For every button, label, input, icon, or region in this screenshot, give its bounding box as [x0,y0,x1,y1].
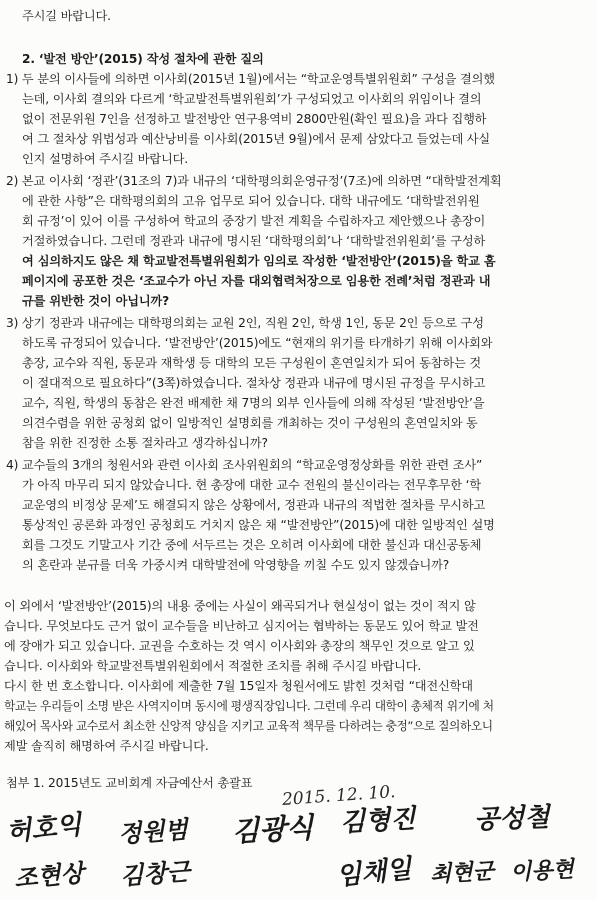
question-4-line: 의 혼란과 분규를 더욱 가중시켜 대학발전에 악영향을 끼칠 수도 있지 않겠습니까? [22,558,450,572]
paragraph-line: 습니다. 이사회와 학교발전특별위원회에서 적절한 조치를 취해 주시길 바랍니다. [4,659,422,673]
question-2-line: 회 규정’이 있어 이를 구성하여 학교의 중장기 발전 계획을 수립하자고 제안했으나 총장이 [22,214,486,228]
question-2-line: 여 심의하지도 않은 채 학교발전특별위원회가 임의로 작성한 ‘발전방안’(2015)을 학교 홈 [22,254,496,268]
paragraph-line: 학교는 우리들이 소명 받은 사역지이며 동시에 평생직장입니다. 그런데 우리 대학이 총체적 위기에 처 [4,699,494,713]
signature: 임채일 [334,854,413,892]
signature: 공성철 [473,802,550,836]
question-1-line: 여 그 절차상 위법성과 예산낭비를 이사회(2015년 9월)에서 문제 삼았다고 들었는데 사실 [22,132,491,146]
question-4-line: 교운영의 비정상 문제’도 해결되지 않은 상황에서, 정관과 내규의 적법한 절차를 무시하고 [22,498,486,512]
section-title: 2. ‘발전 방안’(2015) 작성 절차에 관한 질의 [22,52,264,66]
question-4-line: 4) 교수들의 3개의 청원서와 관련 이사회 조사위원회의 “학교운영정상화를 위한 관련 조사” [6,458,483,472]
question-4-line: 가 아직 마무리 되지 않았습니다. 현 총장에 대한 교수 전원의 불신이라는 전무후무한 ‘학 [22,478,481,492]
signature: 조현상 [13,858,85,893]
paragraph-line: 제발 솔직히 해명하여 주시길 바랍니다. [4,739,209,753]
signature: 김광식 [231,810,315,849]
question-4-line: 회를 그것도 기말고사 기간 중에 서두르는 것은 오히려 이사회에 대한 불신과 대신공동체 [22,538,482,552]
question-2-line: 거절하였습니다. 그런데 정관과 내규에 명시된 ‘대학평의회’나 ‘대학발전위원회’를 구성하 [22,234,486,248]
question-3-line: 의견수렴을 위한 공청회 없이 일방적인 설명회를 개최하는 것이 구성원의 혼연일치와 동 [22,416,478,430]
question-2-line: 페이지에 공포한 것은 ‘조교수가 아닌 자를 대외협력처장으로 임용한 전례’처럼 정관과 내 [22,274,491,288]
question-1-line: 는데, 이사회 결의와 다르게 ‘학교발전특별위원회’가 구성되었고 이사회의 위임이나 결의 [22,92,482,106]
continued-text: 주시길 바랍니다. [22,9,111,23]
question-3-line: 3) 상기 정관과 내규에는 대학평의회는 교원 2인, 직원 2인, 학생 1인, 동문 2인 등으로 구성 [6,316,484,330]
question-2-line: 에 관한 사항”은 대학평의회의 고유 업무로 되어 있습니다. 대학 내규에도 ‘대학발전위원 [22,194,480,208]
paragraph-line: 에 장애가 되고 있습니다. 교권을 수호하는 것 역시 이사회와 총장의 책무인 것으로 알고 있 [4,639,475,653]
question-1-line: 없이 전문위원 7인을 선정하고 발전방안 연구용역비 2800만원(확인 필요)을 과다 집행하 [22,112,487,126]
signature: 김창근 [119,856,191,891]
signature: 허호익 [4,810,83,848]
signature: 이용현 [509,856,575,886]
question-3-line: 하도록 규정되어 있습니다. ‘발전방안’(2015)에도 “현재의 위기를 타개하기 위해 이사회와 [22,336,493,350]
paragraph-line: 다시 한 번 호소합니다. 이사회에 제출한 7월 15일자 청원서에도 밝힌 것처럼 “대전신학대 [4,679,473,693]
question-2-line: 규를 위반한 것이 아닙니까? [22,294,170,308]
question-3-line: 교수, 직원, 학생의 동참은 완전 배제한 채 7명의 외부 인사들에 의해 작성된 ‘발전방안’을 [22,396,485,410]
question-3-line: 이 절대적으로 필요하다”(3쪽)하였습니다. 절차상 정관과 내규에 명시된 규정을 무시하고 [22,376,486,390]
paragraph-line: 해있어 목사와 교수로서 최소한 신앙적 양심을 지키고 교육적 책무를 다하려는 충정”으로 질의하오니 [4,719,493,733]
paragraph-line: 습니다. 무엇보다도 근거 없이 교수들을 비난하고 심지어는 협박하는 동문도 있어 학교 발전 [4,619,479,633]
signature: 정원범 [117,814,189,849]
attachment-note: 첨부 1. 2015년도 교비회계 자금예산서 총괄표 [6,776,253,790]
paragraph-line: 이 외에서 ‘발전방안’(2015)의 내용 중에는 사실이 왜곡되거나 현실성이 없는 것이 적지 않 [4,599,476,613]
question-3-line: 총장, 교수와 직원, 동문과 재학생 등 대학의 모든 구성원이 혼연일치가 되어 동참하는 것 [22,356,481,370]
signature: 최현군 [429,858,495,888]
question-1-line: 1) 두 분의 이사들에 의하면 이사회(2015년 1월)에서는 “학교운영특별위원회” 구성을 결의했 [6,72,495,86]
question-4-line: 통상적인 공론화 과정인 공청회도 거치지 않은 채 “발전방안”(2015)에 대한 일방적인 설명 [22,518,495,532]
handwritten-date: 2015. 12. 10. [281,782,397,810]
question-2-line: 2) 본교 이사회 ‘정관’(31조의 7)과 내규의 ‘대학평의회운영규정’(7조)에 의하면 “대학발전계획 [6,174,502,188]
question-3-line: 참을 위한 진정한 소통 절차라고 생각하십니까? [22,436,268,450]
question-1-line: 인지 설명하여 주시길 바랍니다. [22,152,188,166]
signature: 김형진 [339,804,417,838]
